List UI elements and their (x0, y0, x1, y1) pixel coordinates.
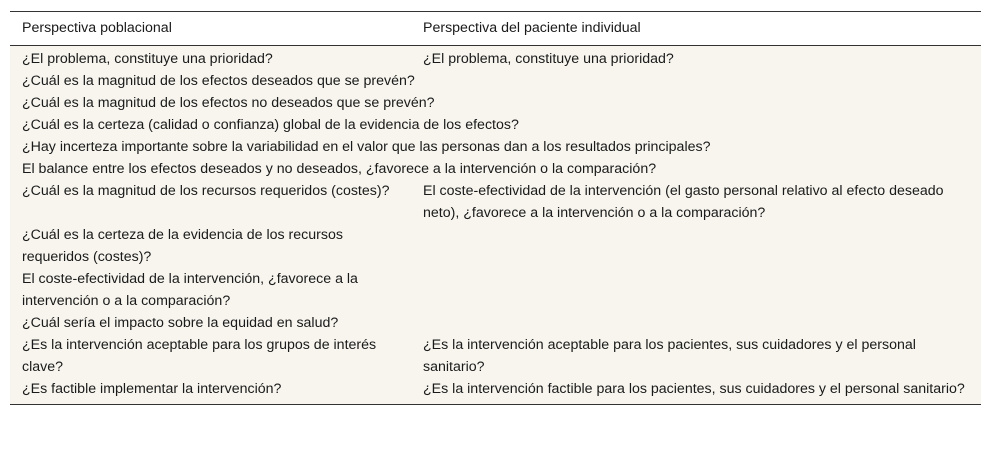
cell-individual: ¿Es la intervención factible para los pacientes, sus cuidadores y el personal sanitario? (423, 381, 965, 397)
cell-shared: ¿Hay incerteza importante sobre la variabilidad en el valor que las personas dan a los resultados principales? (22, 139, 711, 155)
cell-individual (411, 268, 981, 312)
header-individual: Perspectiva del paciente individual (411, 12, 981, 46)
table-row (10, 378, 981, 405)
cell-population: ¿Cuál es la magnitud de los recursos requeridos (costes)? (22, 183, 390, 199)
table-row (10, 46, 981, 71)
cell-individual (411, 224, 981, 268)
table-row (10, 180, 981, 224)
table-row (10, 92, 981, 114)
criteria-table (10, 11, 981, 405)
cell-population: ¿El problema, constituye una prioridad? (22, 51, 273, 67)
table-row (10, 224, 981, 268)
table-row (10, 268, 981, 312)
table-body (10, 46, 981, 405)
cell-individual: ¿El problema, constituye una prioridad? (423, 51, 674, 67)
table-row (10, 334, 981, 378)
header-row (10, 12, 981, 46)
table-row (10, 114, 981, 136)
table-row (10, 158, 981, 180)
cell-shared: ¿Cuál es la magnitud de los efectos deseados que se prevén? (22, 73, 415, 89)
cell-population: ¿Cuál sería el impacto sobre la equidad en salud? (22, 315, 339, 331)
criteria-table-container (10, 11, 981, 405)
cell-population: ¿Es factible implementar la intervención? (22, 381, 282, 397)
cell-individual: El coste-efectividad de la intervención (el gasto personal relativo al efecto deseado neto), ¿favorece a la intervención o a la comparación? (423, 183, 944, 221)
cell-shared: El balance entre los efectos deseados y no deseados, ¿favorece a la intervención o la comparación? (22, 161, 657, 177)
cell-individual (411, 312, 981, 334)
cell-population: ¿Es la intervención aceptable para los grupos de interés clave? (22, 337, 377, 375)
cell-population: ¿Cuál es la certeza de la evidencia de los recursos requeridos (costes)? (22, 227, 343, 265)
table-row (10, 312, 981, 334)
cell-individual: ¿Es la intervención aceptable para los pacientes, sus cuidadores y el personal sanitario? (423, 337, 916, 375)
cell-shared: ¿Cuál es la certeza (calidad o confianza) global de la evidencia de los efectos? (22, 117, 519, 133)
cell-shared: ¿Cuál es la magnitud de los efectos no deseados que se prevén? (22, 95, 435, 111)
cell-population: El coste-efectividad de la intervención, ¿favorece a la intervención o a la comparación? (22, 271, 358, 309)
table-header (10, 12, 981, 46)
header-population: Perspectiva poblacional (10, 12, 411, 46)
table-row (10, 70, 981, 92)
table-row (10, 136, 981, 158)
